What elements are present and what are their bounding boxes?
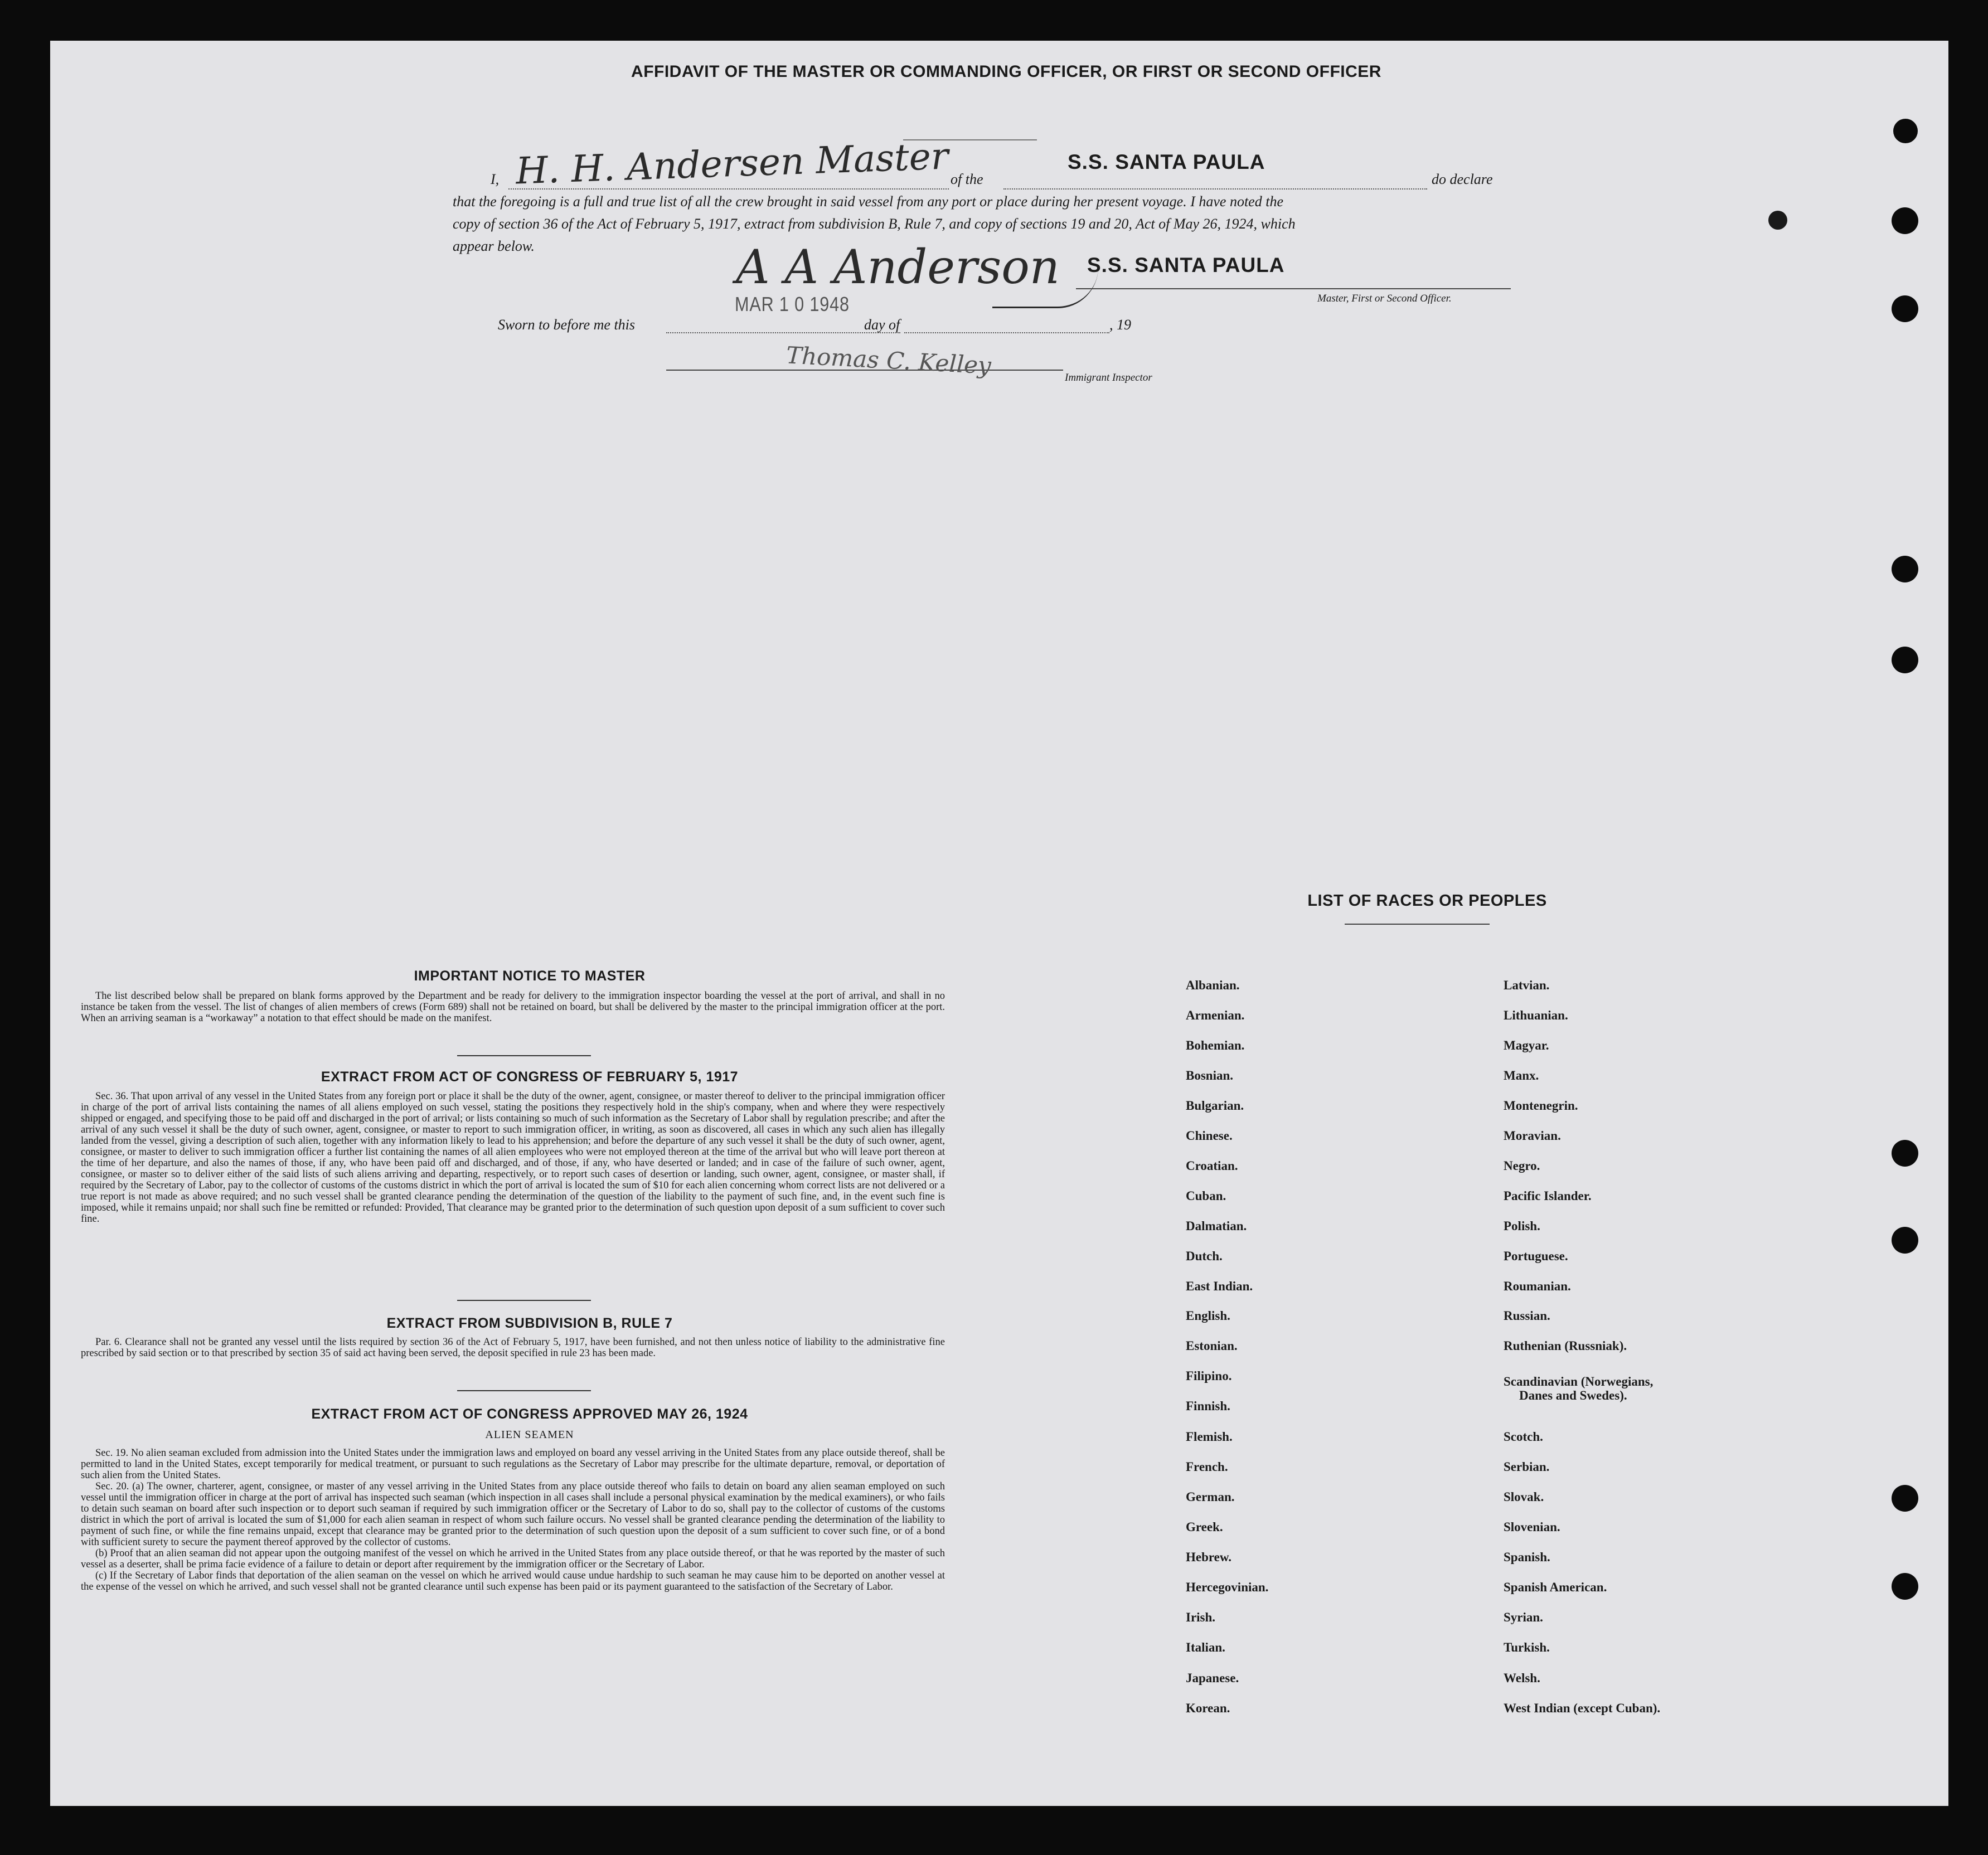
- binder-hole: [1892, 647, 1918, 673]
- race-item: Bulgarian.: [1186, 1099, 1244, 1113]
- race-item: Spanish American.: [1504, 1580, 1607, 1594]
- day-of-label: day of: [864, 317, 900, 333]
- race-item: Slovak.: [1504, 1490, 1544, 1504]
- race-item: French.: [1186, 1460, 1228, 1474]
- race-item: German.: [1186, 1490, 1235, 1504]
- race-item: Estonian.: [1186, 1339, 1238, 1353]
- binder-hole: [1892, 295, 1918, 322]
- notice-text: [81, 990, 945, 1024]
- sec20c-paragraph: (c) If the Secretary of Labor finds that deportation of the alien seaman on the vessel on which he arrived would cause undue hardship to such seaman he may cause him to be deported on another vessel at the expense of the vessel on which he arrived, and such vessel shall not be granted clearance until such expense has been paid or its payment guaranteed to the satisfaction of the Secretary of Labor.: [81, 1570, 945, 1592]
- sworn-label: Sworn to before me this: [498, 317, 636, 333]
- binder-hole: [1893, 119, 1918, 143]
- race-item: Filipino.: [1186, 1369, 1232, 1383]
- race-item: Portuguese.: [1504, 1249, 1568, 1263]
- binder-hole: [1892, 207, 1918, 234]
- race-item: Welsh.: [1504, 1671, 1540, 1685]
- rule7-paragraph: Par. 6. Clearance shall not be granted any vessel until the lists required by section 36 of the Act of February 5, 1917, have been furnished, and not then unless notice of liability to the administrative fine prescribed by said section or to that prescribed by section 35 of said act having been served, the deposit specified in rule 23 has been made.: [81, 1337, 945, 1359]
- date-stamp: MAR 1 0 1948: [735, 293, 850, 315]
- race-item: Hercegovinian.: [1186, 1580, 1269, 1594]
- extract-rule7-text: [81, 1337, 945, 1359]
- race-item: Moravian.: [1504, 1129, 1561, 1143]
- race-item: Cuban.: [1186, 1189, 1226, 1203]
- race-item: Polish.: [1504, 1219, 1540, 1233]
- extract-1924-text: [81, 1448, 945, 1592]
- master-signature: A A Anderson: [736, 240, 1060, 294]
- declaration-line-1: that the foregoing is a full and true list of all the crew brought in said vessel from any port or place during her present voyage. I have noted the: [453, 193, 1283, 210]
- binder-hole: [1892, 556, 1918, 582]
- race-item: English.: [1186, 1309, 1230, 1323]
- race-item: Dalmatian.: [1186, 1219, 1247, 1233]
- signature-line: [1076, 288, 1511, 289]
- race-item: West Indian (except Cuban).: [1504, 1701, 1661, 1715]
- race-item: Roumanian.: [1504, 1279, 1571, 1293]
- race-item: Ruthenian (Russniak).: [1504, 1339, 1627, 1353]
- race-item: Slovenian.: [1504, 1520, 1560, 1534]
- race-item: Montenegrin.: [1504, 1099, 1578, 1113]
- race-item: Negro.: [1504, 1159, 1540, 1173]
- race-item: Lithuanian.: [1504, 1008, 1568, 1022]
- race-item: Russian.: [1504, 1309, 1550, 1323]
- punch-mark: [1768, 211, 1787, 230]
- race-item: Bohemian.: [1186, 1038, 1245, 1052]
- master-name-handwritten: H. H. Andersen Master: [515, 134, 949, 193]
- races-title-rule: [1345, 924, 1490, 925]
- race-item: Croatian.: [1186, 1159, 1238, 1173]
- race-item: Japanese.: [1186, 1671, 1239, 1685]
- race-item: Manx.: [1504, 1069, 1539, 1082]
- race-item: Serbian.: [1504, 1460, 1550, 1474]
- race-item: East Indian.: [1186, 1279, 1253, 1293]
- extract-rule7-title: EXTRACT FROM SUBDIVISION B, RULE 7: [386, 1315, 673, 1331]
- race-item: Syrian.: [1504, 1610, 1543, 1624]
- race-item: Korean.: [1186, 1701, 1230, 1715]
- extract-1917-title: EXTRACT FROM ACT OF CONGRESS OF FEBRUARY 5, 1917: [321, 1069, 739, 1085]
- extract-1924-title: EXTRACT FROM ACT OF CONGRESS APPROVED MAY 26, 1924: [311, 1406, 748, 1422]
- sec20a-paragraph: Sec. 20. (a) The owner, charterer, agent, consignee, or master of any vessel arriving in the United States from any place outside thereof who fails to detain on board any alien seaman employed on such vessel until the immigration officer in charge at the port of arrival has inspected such seaman (which inspection in all cases shall include a personal physical examination by the medical examiners), or who fails to detain such seaman on board after such inspection or to deport such seaman if required by such immigration officer or the Secretary of Labor to do so, shall pay to the collector of customs of the customs district in which the port of arrival is located the sum of $1,000 for each alien seaman in respect of whom such failure occurs. No vessel shall be granted clearance pending the determination of the liability to payment of such fine, or while the fine remains unpaid, except that clearance may be granted prior to the determination of such question upon the deposit of a sum sufficient to cover such fine, or of a bond with sufficient surety to secure the payment thereof approved by the collector of customs.: [81, 1481, 945, 1548]
- race-item: Scotch.: [1504, 1430, 1543, 1444]
- race-item: Dutch.: [1186, 1249, 1223, 1263]
- declaration-line-2: copy of section 36 of the Act of February 5, 1917, extract from subdivision B, Rule 7, and copy of sections 19 and 20, Act of May 26, 1924, which: [453, 216, 1296, 232]
- vessel-name-stamp: S.S. SANTA PAULA: [1068, 150, 1265, 173]
- race-item: Turkish.: [1504, 1640, 1550, 1654]
- signer-caption: Master, First or Second Officer.: [1317, 293, 1452, 304]
- races-title: LIST OF RACES OR PEOPLES: [1307, 892, 1547, 910]
- race-item: Irish.: [1186, 1610, 1216, 1624]
- inspector-caption: Immigrant Inspector: [1065, 372, 1152, 383]
- do-declare-label: do declare: [1432, 171, 1493, 187]
- race-item: Bosnian.: [1186, 1069, 1234, 1082]
- race-item: Finnish.: [1186, 1399, 1230, 1413]
- declaration-line-3: appear below.: [453, 238, 535, 254]
- race-item: Greek.: [1186, 1520, 1223, 1534]
- of-the-label: of the: [951, 171, 983, 187]
- race-item: Magyar.: [1504, 1038, 1549, 1052]
- race-item: Scandinavian (Norwegians,: [1504, 1375, 1654, 1388]
- sec36-paragraph: Sec. 36. That upon arrival of any vessel in the United States from any foreign port or place it shall be the duty of the owner, agent, consignee, or master thereof to deliver to the principal immigration officer in charge of the port of arrival lists containing the names of all aliens employed on such vessel, stating the positions they respectively hold in the ship's company, when and where they were respectively shipped or engaged, and specifying those to be paid off and discharged in the port of arrival; or lists containing so much of such information as the Secretary of Labor shall by regulation prescribe; and after the arrival of any such vessel it shall be the duty of such owner, agent, consignee, or master to report to such immigration officer, in writing, as soon as discovered, all cases in which any such alien has illegally landed from the vessel, giving a description of such alien, together with any information likely to lead to his apprehension; and before the departure of any such vessel it shall be the duty of such owner, agent, consignee, or master to deliver to such immigration officer a further list containing the names of all alien employees who were not employed thereon at the time of the arrival but who will leave port thereon at the time of her departure, and also the names of those, if any, who have been paid off and discharged, and of those, if any, who have deserted or landed; and in case of the failure of such owner, agent, consignee, or master so to deliver either of the said lists of such aliens arriving and departing, respectively, or to report such cases of desertion or landing, such owner, agent, consignee, or master shall, if required by the Secretary of Labor, pay to the collector of customs of the customs district in which the port of arrival is located the sum of $10 for each alien concerning whom correct lists are not delivered or a true report is not made as above required; and no such vessel shall be granted clearance pending the determination of the question of the liability to the payment of such fine, and, in the event such fine is imposed, while it remains unpaid; nor shall such fine be remitted or refunded: Provided, That clearance may be granted prior to the determination of such question upon deposit of a sum sufficient to cover such fine.: [81, 1091, 945, 1225]
- vessel-line: [1003, 188, 1427, 190]
- race-item: Chinese.: [1186, 1129, 1233, 1143]
- extract-1917-text: [81, 1091, 945, 1225]
- race-item: Spanish.: [1504, 1550, 1550, 1564]
- race-item: Hebrew.: [1186, 1550, 1231, 1564]
- sec20b-paragraph: (b) Proof that an alien seaman did not appear upon the outgoing manifest of the vessel on which he arrived in the United States from any place outside thereof, or that he was reported by the master of such vessel as a deserter, shall be prima facie evidence of a failure to detain or deport after requirement by the immigration officer or the Secretary of Labor.: [81, 1548, 945, 1570]
- affidavit-title: AFFIDAVIT OF THE MASTER OR COMMANDING OFFICER, OR FIRST OR SECOND OFFICER: [631, 62, 1381, 81]
- binder-hole: [1892, 1140, 1918, 1167]
- sworn-month-line: [904, 332, 1109, 333]
- race-item: Albanian.: [1186, 978, 1240, 992]
- notice-paragraph: The list described below shall be prepared on blank forms approved by the Department and be ready for delivery to the immigration inspector boarding the vessel at the port of arrival, and shall in no instance be taken from the vessel. The list of changes of alien members of crews (Form 689) shall not be retained on board, but shall be delivered by the master to the principal immigration officer at the port. When an arriving seaman is a “workaway” a notation to that effect should be made on the manifest.: [81, 990, 945, 1024]
- section-separator: [457, 1300, 591, 1301]
- year-label: , 19: [1109, 317, 1131, 333]
- signature-vessel-stamp: S.S. SANTA PAULA: [1087, 254, 1285, 276]
- race-item: Pacific Islander.: [1504, 1189, 1592, 1203]
- alien-seamen-subtitle: ALIEN SEAMEN: [485, 1429, 574, 1441]
- binder-hole: [1892, 1227, 1918, 1254]
- section-separator: [457, 1390, 591, 1391]
- binder-hole: [1892, 1485, 1918, 1512]
- notice-title: IMPORTANT NOTICE TO MASTER: [414, 968, 646, 984]
- sec19-paragraph: Sec. 19. No alien seaman excluded from admission into the United States under the immigration laws and employed on board any vessel arriving in the United States from any place outside thereof, shall be permitted to land in the United States, except temporarily for medical treatment, or pursuant to such regulations as the Secretary of Labor may prescribe for the ultimate departure, removal, or deportation of such alien from the United States.: [81, 1448, 945, 1481]
- binder-hole: [1892, 1573, 1918, 1600]
- race-item: Italian.: [1186, 1640, 1225, 1654]
- inspector-signature: Thomas C. Kelley: [785, 341, 992, 380]
- race-item: Armenian.: [1186, 1008, 1245, 1022]
- race-item: Flemish.: [1186, 1430, 1233, 1444]
- race-item: Latvian.: [1504, 978, 1550, 992]
- race-item: Danes and Swedes).: [1519, 1388, 1627, 1402]
- section-separator: [457, 1055, 591, 1056]
- affidavit-i-label: I,: [491, 171, 500, 187]
